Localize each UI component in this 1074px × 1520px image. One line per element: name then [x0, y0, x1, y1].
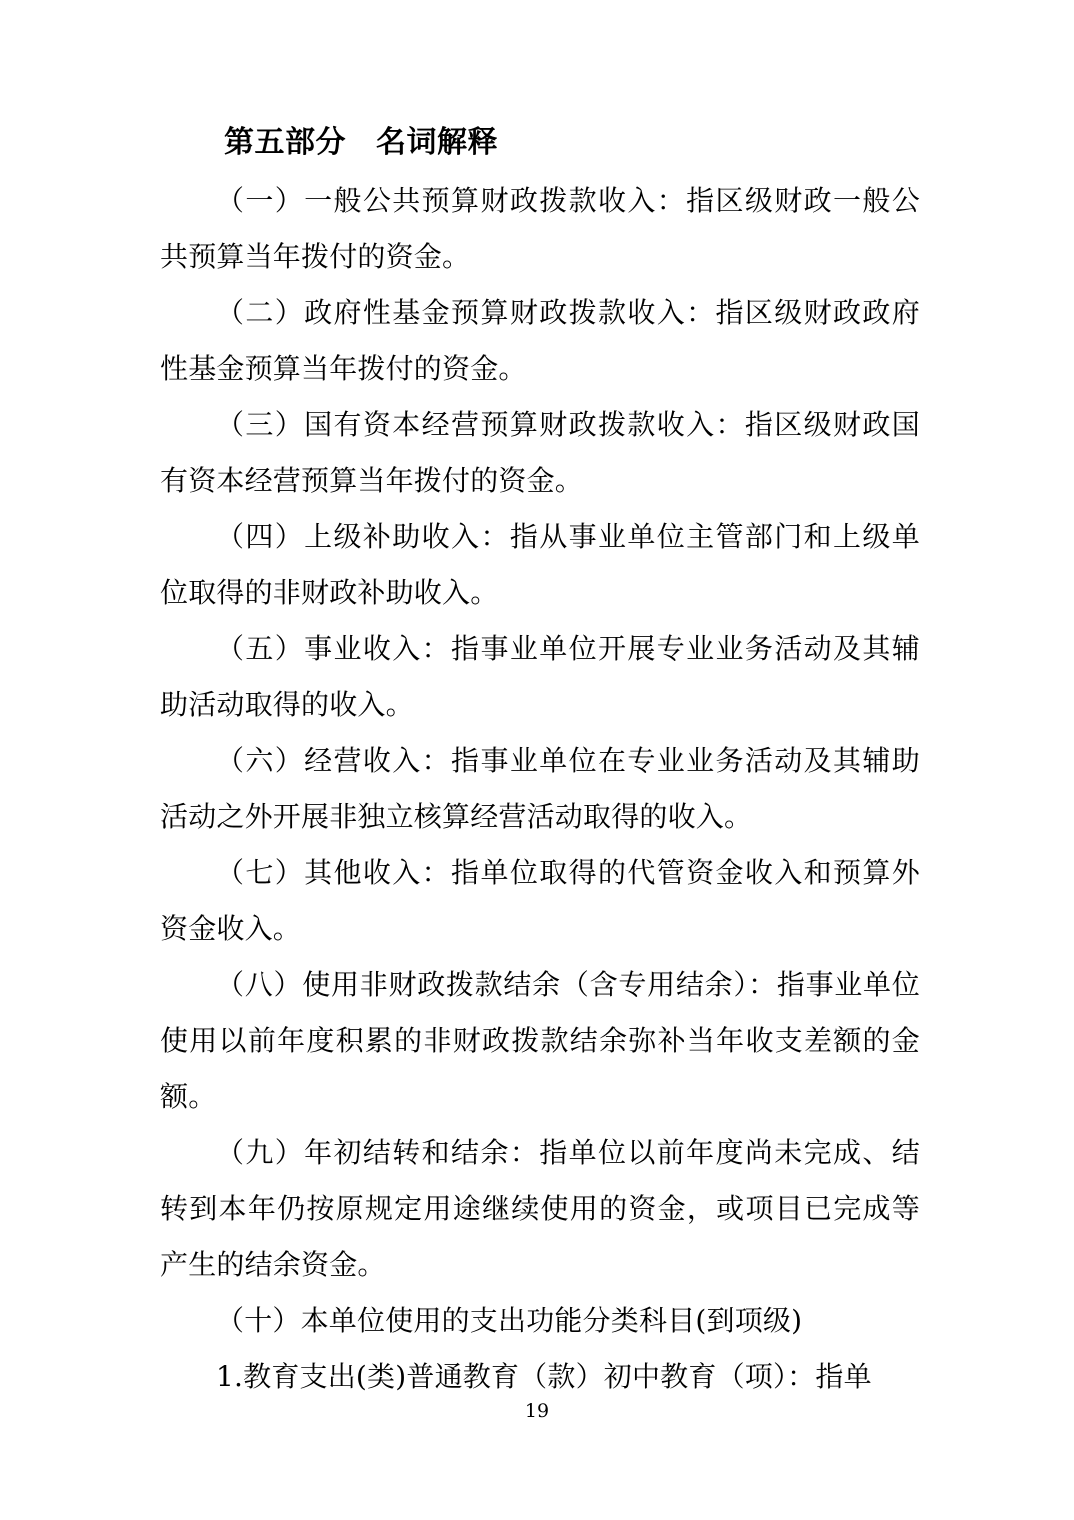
section-heading-title: 名词解释: [376, 125, 498, 160]
paragraph: 1.教育支出(类)普通教育（款）初中教育（项）：指单: [216, 1359, 872, 1393]
paragraph: （五）事业收入：指事业单位开展专业业务活动及其辅助活动取得的收入。: [160, 631, 920, 721]
document-body: [160, 120, 920, 1405]
paragraph: （十）本单位使用的支出功能分类科目(到项级): [216, 1303, 803, 1337]
paragraph: （四）上级补助收入：指从事业单位主管部门和上级单位取得的非财政补助收入。: [160, 519, 920, 609]
paragraph: （一）一般公共预算财政拨款收入：指区级财政一般公共预算当年拨付的资金。: [160, 183, 920, 273]
section-heading: [160, 120, 920, 167]
paragraph: （八）使用非财政拨款结余（含专用结余）：指事业单位使用以前年度积累的非财政拨款结余弥补当年收支差额的金额。: [160, 967, 920, 1113]
paragraph: （七）其他收入：指单位取得的代管资金收入和预算外资金收入。: [160, 855, 920, 945]
paragraph: （九）年初结转和结余：指单位以前年度尚未完成、结转到本年仍按原规定用途继续使用的资金，或项目已完成等产生的结余资金。: [160, 1135, 920, 1281]
section-heading-label: 第五部分: [224, 125, 346, 160]
page-number: 19: [524, 1400, 550, 1422]
paragraph: （三）国有资本经营预算财政拨款收入：指区级财政国有资本经营预算当年拨付的资金。: [160, 407, 920, 497]
paragraph: （六）经营收入：指事业单位在专业业务活动及其辅助活动之外开展非独立核算经营活动取得的收入。: [160, 743, 920, 833]
paragraph: （二）政府性基金预算财政拨款收入：指区级财政政府性基金预算当年拨付的资金。: [160, 295, 920, 385]
